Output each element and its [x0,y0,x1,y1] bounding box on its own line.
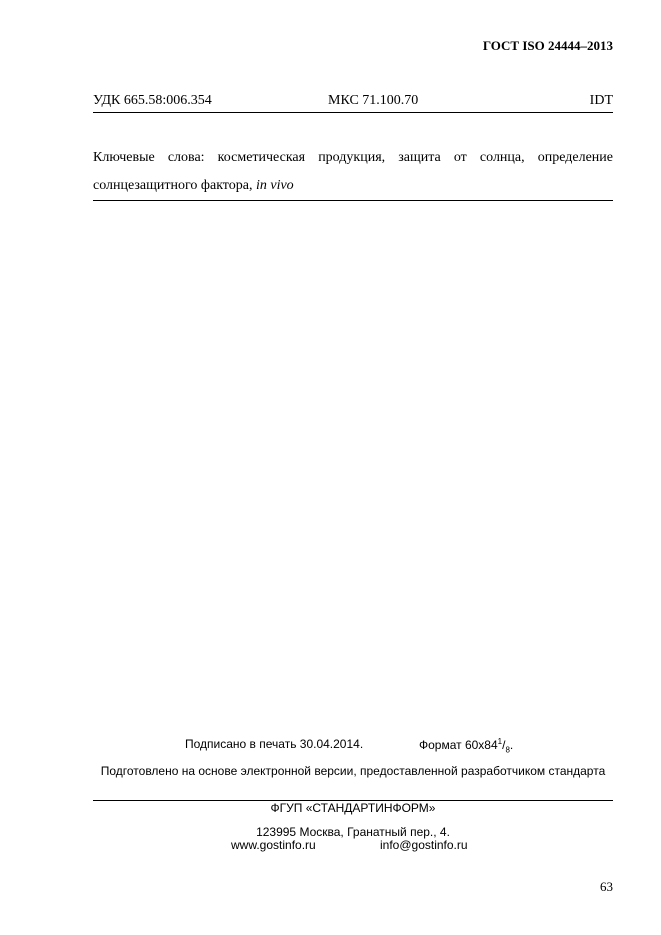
publisher-contacts [93,838,613,854]
top-rule-divider [93,112,613,113]
keywords-in-vivo: in vivo [255,178,294,193]
udc-code: УДК 665.58:006.354 [93,93,212,108]
degree-of-correspondence: IDT [589,93,613,108]
paper-format-prefix: Формат 60x84 [419,738,498,752]
signed-for-print: Подписано в печать 30.04.2014. [185,737,364,751]
paper-format-denominator: 8 [505,745,510,755]
publisher-address: 123995 Москва, Гранатный пер., 4. [256,825,450,839]
standard-designation: ГОСТ ISO 24444–2013 [482,38,613,53]
prepared-note: Подготовлено на основе электронной версии, предоставленной разработчиком стандарта [100,764,606,778]
publisher-email: info@gostinfo.ru [380,838,468,852]
classification-row [93,93,613,111]
keywords-line-2-text: солнцезащитного фактора, [93,178,256,193]
paper-format-numerator: 1 [497,737,503,746]
page-number: 63 [600,879,613,894]
publisher-website: www.gostinfo.ru [231,838,316,852]
paper-format-suffix: . [509,738,514,752]
keywords-rule-divider [93,200,613,201]
print-details-line [93,737,613,753]
publisher-name: ФГУП «СТАНДАРТИНФОРМ» [270,801,436,815]
mks-code: МКС 71.100.70 [328,93,419,108]
keywords-line-2 [93,172,613,200]
keywords-block [93,144,613,200]
keywords-line-1: Ключевые слова: косметическая продукция, защита от солнца, определение [93,150,613,165]
paper-format: Формат $60x84^1/_8$. [419,737,514,755]
